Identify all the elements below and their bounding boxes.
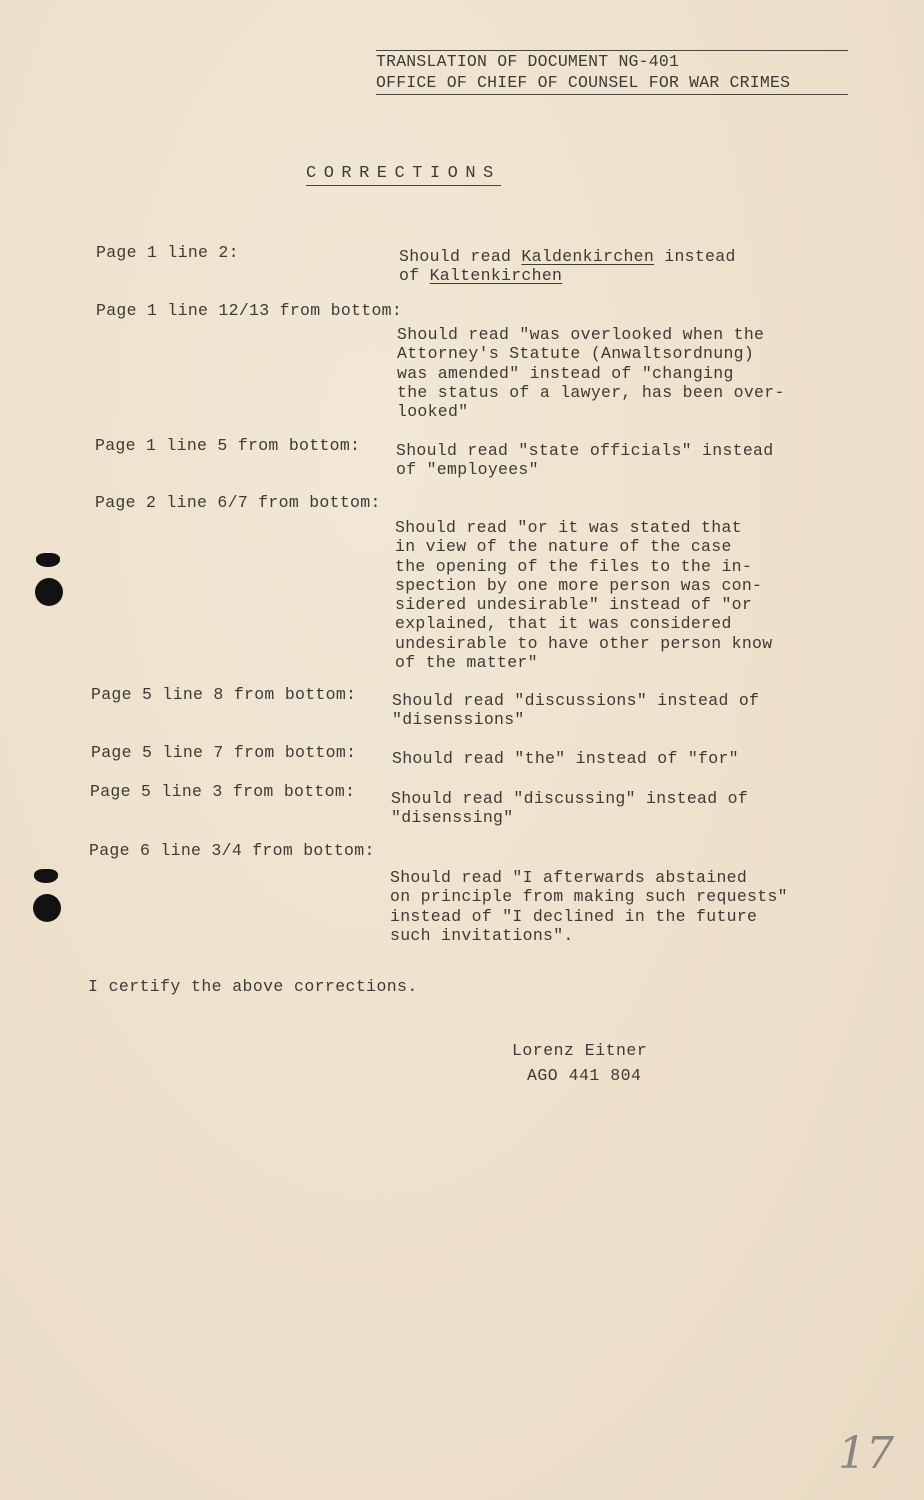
document-header [376, 50, 848, 95]
underlined-word: Kaldenkirchen [521, 247, 655, 266]
correction-text [399, 247, 736, 286]
correction-ref: Page 1 line 2: [96, 243, 239, 262]
header-line-2: OFFICE OF CHIEF OF COUNSEL FOR WAR CRIMES [376, 72, 848, 95]
correction-line: of "employees" [396, 460, 539, 480]
text-span: instead [654, 247, 736, 266]
correction-line: of the matter" [395, 653, 538, 673]
correction-ref: Page 5 line 3 from bottom: [90, 782, 356, 801]
correction-line: Should read "discussions" instead of [392, 691, 760, 710]
correction-line: on principle from making such requests" [390, 887, 788, 907]
correction-line: "disenssions" [392, 710, 525, 730]
header-line-1: TRANSLATION OF DOCUMENT NG-401 [376, 52, 680, 71]
correction-line: looked" [397, 402, 469, 422]
correction-text [392, 691, 759, 730]
correction-ref: Page 1 line 5 from bottom: [95, 436, 361, 455]
page-number: 17 [838, 1428, 894, 1479]
correction-ref: Page 5 line 8 from bottom: [91, 685, 357, 704]
correction-ref: Page 5 line 7 from bottom: [91, 743, 357, 762]
correction-text [395, 518, 772, 672]
correction-line: spection by one more person was con- [395, 575, 763, 595]
correction-line: Should read "discussing" instead of [391, 789, 749, 808]
correction-text [392, 749, 739, 768]
correction-line: such invitations". [390, 925, 574, 945]
correction-text [397, 325, 785, 421]
certification-statement: I certify the above corrections. [88, 977, 418, 996]
signature-id: AGO 441 804 [527, 1066, 642, 1085]
correction-line: undesirable to have other person know [395, 633, 773, 653]
correction-line [399, 247, 736, 266]
text-span: Should read [399, 247, 522, 266]
correction-line: Should read "or it was stated that [395, 518, 742, 537]
correction-line: instead of "I declined in the future [390, 906, 758, 926]
correction-line: Should read "state officials" instead [396, 441, 774, 460]
underlined-word: Kaltenkirchen [429, 266, 563, 286]
signature-name: Lorenz Eitner [512, 1041, 648, 1060]
correction-ref: Page 1 line 12/13 from bottom: [96, 301, 403, 320]
correction-text [391, 789, 748, 828]
punch-hole-top-icon [34, 869, 58, 883]
correction-line: Should read "was overlooked when the [397, 325, 765, 344]
correction-ref: Page 2 line 6/7 from bottom: [95, 493, 381, 512]
correction-text [390, 868, 788, 945]
correction-line: explained, that it was considered [395, 614, 732, 634]
correction-line: "disenssing" [391, 808, 514, 828]
correction-line [399, 266, 736, 285]
correction-line: Should read "I afterwards abstained [390, 868, 748, 887]
correction-line: Should read "the" instead of "for" [392, 749, 739, 768]
correction-ref: Page 6 line 3/4 from bottom: [89, 841, 375, 860]
correction-line: sidered undesirable" instead of "or [395, 595, 753, 615]
correction-line: Attorney's Statute (Anwaltsordnung) [397, 344, 755, 364]
correction-text [396, 441, 773, 480]
punch-hole-icon [35, 578, 63, 606]
page-title: CORRECTIONS [306, 164, 501, 186]
correction-line: was amended" instead of "changing [397, 363, 734, 383]
punch-hole-icon [33, 894, 61, 922]
correction-line: the status of a lawyer, has been over- [397, 382, 785, 402]
correction-line: in view of the nature of the case [395, 537, 732, 557]
punch-hole-top-icon [36, 553, 60, 567]
text-span: of [399, 266, 430, 286]
correction-line: the opening of the files to the in- [395, 556, 753, 576]
